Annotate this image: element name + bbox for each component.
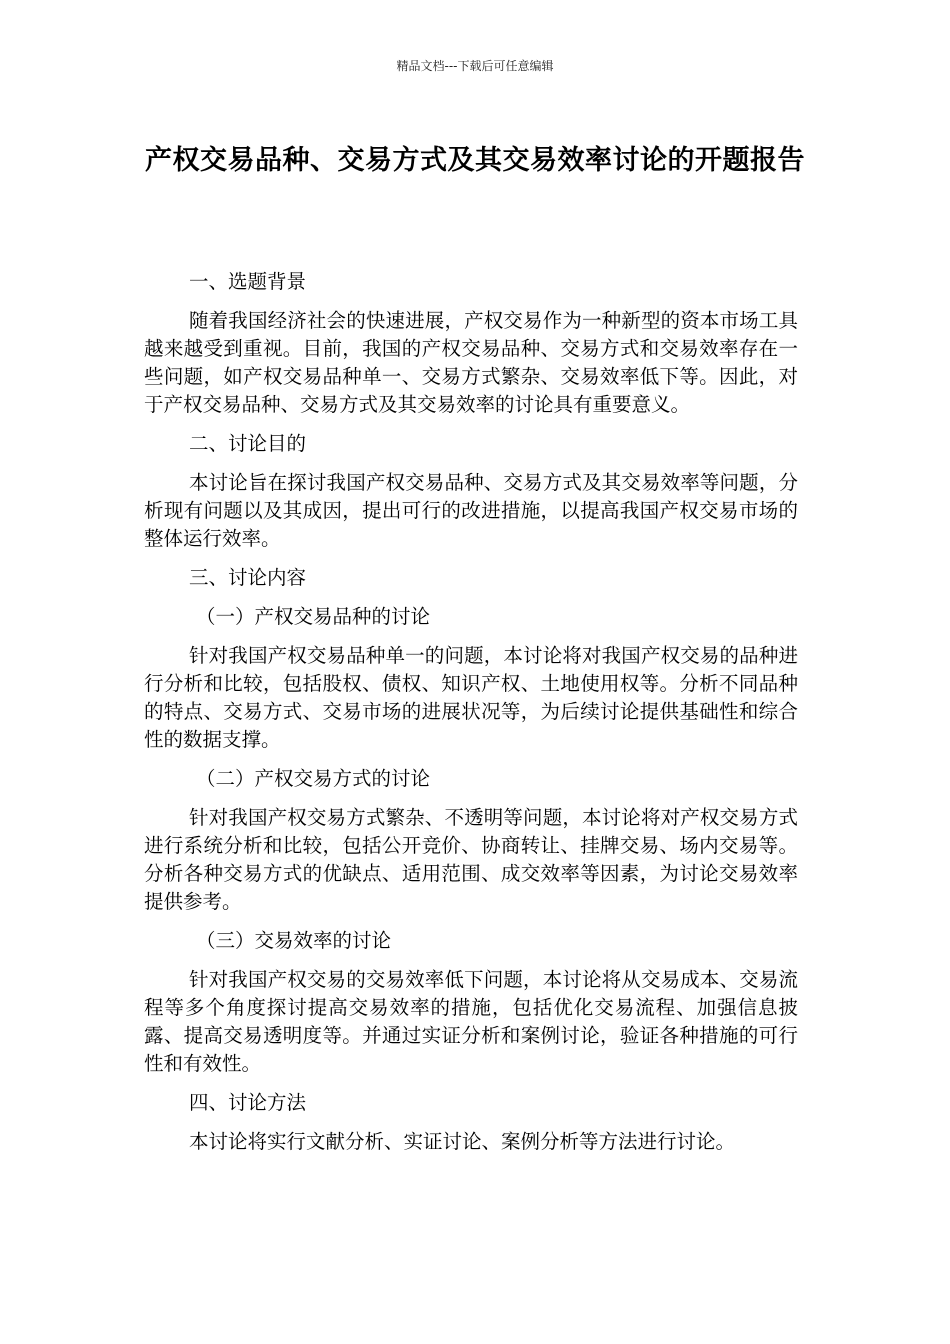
paragraph-background: 随着我国经济社会的快速进展，产权交易作为一种新型的资本市场工具越来越受到重视。目前，我国的产权交易品种、交易方式和交易效率存在一些问题，如产权交易品种单一、交易方式繁杂、交易效率低下等。因此，对于产权交易品种、交易方式及其交易效率的讨论具有重要意义。 (144, 309, 798, 416)
paragraph-purpose: 本讨论旨在探讨我国产权交易品种、交易方式及其交易效率等问题，分析现有问题以及其成因，提出可行的改进措施，以提高我国产权交易市场的整体运行效率。 (144, 471, 798, 550)
subsection-heading-efficiency: （三）交易效率的讨论 (196, 929, 392, 952)
section-heading-content: 三、讨论内容 (189, 566, 307, 589)
section-heading-background: 一、选题背景 (189, 270, 307, 293)
section-heading-method: 四、讨论方法 (189, 1091, 307, 1114)
paragraph-methods: 针对我国产权交易方式繁杂、不透明等问题，本讨论将对产权交易方式进行系统分析和比较，包括公开竞价、协商转让、挂牌交易、场内交易等。分析各种交易方式的优缺点、适用范围、成交效率等因素，为讨论交易效率提供参考。 (144, 806, 798, 913)
document-body (144, 268, 798, 1167)
page-header: 精品文档---下载后可任意编辑 (396, 59, 554, 73)
subsection-heading-methods: （二）产权交易方式的讨论 (196, 767, 431, 790)
document-title: 产权交易品种、交易方式及其交易效率讨论的开题报告 (145, 145, 805, 176)
paragraph-method: 本讨论将实行文献分析、实证讨论、案例分析等方法进行讨论。 (189, 1130, 736, 1153)
paragraph-varieties: 针对我国产权交易品种单一的问题，本讨论将对我国产权交易的品种进行分析和比较，包括股权、债权、知识产权、土地使用权等。分析不同品种的特点、交易方式、交易市场的进展状况等，为后续讨论提供基础性和综合性的数据支撑。 (144, 644, 798, 751)
subsection-heading-varieties: （一）产权交易品种的讨论 (196, 605, 431, 628)
paragraph-efficiency: 针对我国产权交易的交易效率低下问题，本讨论将从交易成本、交易流程等多个角度探讨提高交易效率的措施，包括优化交易流程、加强信息披露、提高交易透明度等。并通过实证分析和案例讨论，验证各种措施的可行性和有效性。 (144, 968, 798, 1075)
section-heading-purpose: 二、讨论目的 (189, 432, 307, 455)
